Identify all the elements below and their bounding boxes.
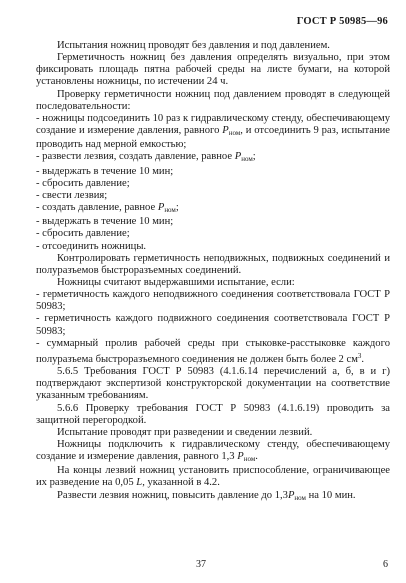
paragraph: 5.6.5 Требования ГОСТ Р 50983 (4.1.6.14 перечислений а, б, в и г) подтверждают экспертизой конструкторской документации на соответствие указанным требованиям.	[36, 366, 390, 402]
list-item: - сбросить давление;	[36, 228, 130, 240]
list-item: - суммарный пролив рабочей среды при стыковке-расстыковке каждого полуразъема быстроразъемного соединения не должен быть более 2 $см^3$.	[36, 337, 390, 365]
paragraph: Проверку герметичности ножниц под давлением проводят в следующей последовательности:	[36, 88, 390, 112]
page-number-right: 6	[383, 559, 388, 570]
list-item: - сбросить давление;	[36, 177, 130, 189]
paragraph: Развести лезвия ножниц, повысить давление до $1,3P_{ном}$ на 10 мин.	[57, 489, 356, 502]
pressure-symbol: P	[222, 125, 229, 137]
list-item: - выдержать в течение 10 мин;	[36, 216, 174, 228]
pressure-symbol: P	[237, 451, 244, 463]
paragraph: Ножницы подключить к гидравлическому стенду, обеспечивающему создание и измерение давления, равного 1,3 $P_{ном}$.	[36, 439, 390, 464]
paragraph: 5.6.6 Проверку требования ГОСТ Р 50983 (4.1.6.19) проводить за защитной перегородкой.	[36, 402, 390, 426]
pressure-symbol: P	[234, 151, 242, 163]
paragraph: Испытания ножниц проводят без давления и под давлением.	[57, 40, 330, 51]
list-item: - развести лезвия, создать давление, равное $P_{ном}$;	[36, 151, 256, 164]
list-item: - выдержать в течение 10 мин;	[36, 165, 174, 177]
paragraph: Ножницы считают выдержавшими испытание, если:	[57, 276, 295, 288]
document-body	[36, 40, 390, 504]
list-item: - отсоединить ножницы.	[36, 240, 147, 252]
paragraph: Испытание проводят при разведении и сведении лезвий.	[57, 426, 313, 438]
list-item: - свести лезвия;	[36, 189, 108, 201]
pressure-symbol: P	[157, 202, 165, 214]
pressure-symbol: P	[287, 489, 295, 501]
list-item: - создать давление, равное $P_{ном}$;	[36, 202, 179, 215]
standard-header: ГОСТ Р 50985—96	[296, 16, 388, 27]
paragraph: На концы лезвий ножниц установить приспособление, ограничивающее их разведение на 0,05 L, указанной в 4.2.	[36, 465, 390, 489]
list-item: - герметичность каждого неподвижного соединения соответствовала ГОСТ Р 50983;	[36, 289, 390, 313]
list-item: - герметичность каждого подвижного соединения соответствовала ГОСТ Р 50983;	[36, 313, 390, 337]
paragraph: Герметичность ножниц без давления определять визуально, при этом фиксировать площадь пятна рабочей среды на листе бумаги, на которой установлены ножницы, по истечении 24 ч.	[36, 52, 390, 88]
paragraph: Контролировать герметичность неподвижных, подвижных соединений и полуразъемов быстроразъемных соединений.	[36, 252, 390, 276]
page-number-center: 37	[196, 559, 206, 570]
list-item: - ножницы подсоединить 10 раз к гидравлическому стенду, обеспечивающему создание и измерение давления, равного $P_{ном}$, и отсоединить 9 раз, испытание проводить над мерной емкостью;	[36, 112, 390, 151]
